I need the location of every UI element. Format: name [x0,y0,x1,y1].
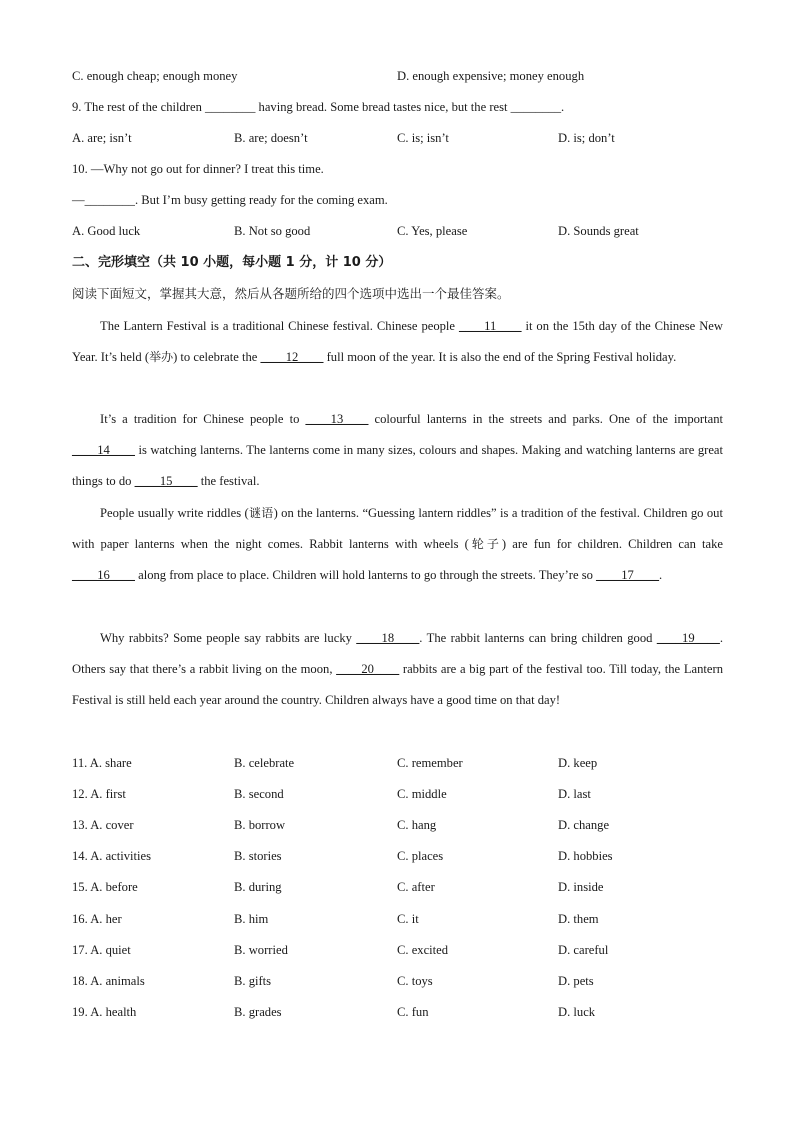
p4-text-e: rabbits are a big part of the festival too. Till today, the Lantern Festival is still held each year around the country. Children always have a good time on that day! [72,662,723,707]
p3-text-c: ) are fun for children. Children can take [501,537,723,551]
q9-options [72,129,724,147]
p2-text-e: the festival. [197,474,260,488]
blank-12: ____12____ [260,350,324,364]
q8-options [72,67,724,85]
blank-11: ____11____ [458,319,522,333]
passage-paragraph-4 [72,623,723,716]
blank-20: ____20____ [336,662,400,676]
q9-option-b: B. are; doesn’t [234,131,308,145]
option-d: D. hobbies [558,849,613,863]
option-b: B. grades [234,1005,282,1019]
q9-option-d: D. is; don’t [558,131,615,145]
p1-text-a: The Lantern Festival is a traditional Chinese festival. Chinese people [100,319,459,333]
blank-18: ____18____ [356,631,420,645]
option-a: 19. A. health [72,1005,137,1019]
section-heading: 二、完形填空（共 10 小题，每小题 1 分，计 10 分） [72,255,392,270]
q8-option-c: C. enough cheap; enough money [72,69,238,83]
option-b: B. him [234,912,269,926]
p1-text-e: full moon of the year. It is also the end of the Spring Festival holiday. [323,350,677,364]
option-c: C. fun [397,1005,429,1019]
p2-text-d: is watching lanterns. The lanterns come in many sizes, colours and shapes. Making and watching lanterns are great things to do [72,443,723,488]
question-row [72,910,724,928]
passage-paragraph-3 [72,498,723,591]
option-a: 11. A. share [72,756,132,770]
passage-paragraph-2 [72,404,723,497]
p2-text-a: It’s a tradition for Chinese people to [100,412,306,426]
q10-option-d: D. Sounds great [558,224,639,238]
option-c: C. places [397,849,444,863]
option-c: C. middle [397,787,447,801]
option-a: 13. A. cover [72,818,134,832]
q9-option-a: A. are; isn’t [72,131,132,145]
p3-text-b: ) on the lanterns. “Guessing lantern riddles” is a tradition of the festival. Children go out with paper lanterns when the night comes. Rabbit lanterns with wheels ( [72,506,723,551]
p1-text-d: ) to celebrate the [173,350,261,364]
blank-13: ____13____ [305,412,369,426]
option-a: 16. A. her [72,912,122,926]
question-row [72,847,724,865]
question-row [72,878,724,896]
option-b: B. worried [234,943,288,957]
blank-17: ____17____ [596,568,660,582]
q10-option-a: A. Good luck [72,224,141,238]
option-b: B. during [234,880,282,894]
q10-options [72,222,724,240]
option-d: D. pets [558,974,594,988]
option-d: D. keep [558,756,598,770]
q10-stem: 10. —Why not go out for dinner? I treat this time. [72,162,324,176]
p1-text-c: it on the 15th day of the Chinese New Year. It’s held ( [72,319,723,364]
p3-text-e: . [659,568,663,582]
p4-text-c: . The rabbit lanterns can bring children good [419,631,657,645]
option-c: C. hang [397,818,437,832]
p4-text-a: Why rabbits? Some people say rabbits are lucky [100,631,357,645]
p1-cjk-gloss: 举办 [149,350,174,364]
option-b: B. second [234,787,284,801]
option-d: D. careful [558,943,609,957]
option-a: 17. A. quiet [72,943,131,957]
option-c: C. toys [397,974,433,988]
blank-19: ____19____ [656,631,720,645]
question-row [72,816,724,834]
p3-cjk-gloss-2: 轮子 [468,537,502,551]
question-row [72,941,724,959]
blank-14: ____14____ [72,443,135,457]
option-c: C. it [397,912,419,926]
option-b: B. gifts [234,974,272,988]
blank-16: ____16____ [72,568,135,582]
p3-text-d: along from place to place. Children will hold lanterns to go through the streets. They’re so [134,568,597,582]
q10-reply: —________. But I’m busy getting ready for the coming exam. [72,193,388,207]
option-d: D. change [558,818,610,832]
option-c: C. after [397,880,435,894]
option-c: C. remember [397,756,463,770]
option-b: B. celebrate [234,756,295,770]
p3-cjk-gloss-1: 谜语 [248,506,274,520]
question-row [72,972,724,990]
question-row [72,785,724,803]
p4-text-d: . Others say that there’s a rabbit living on the moon, [72,631,723,676]
option-c: C. excited [397,943,449,957]
option-d: D. them [558,912,599,926]
q9-stem: 9. The rest of the children ________ having bread. Some bread tastes nice, but the rest ________. [72,100,565,114]
q8-option-d: D. enough expensive; money enough [397,69,585,83]
option-a: 12. A. first [72,787,126,801]
option-d: D. last [558,787,591,801]
q10-option-c: C. Yes, please [397,224,468,238]
section-instruction: 阅读下面短文，掌握其大意，然后从各题所给的四个选项中选出一个最佳答案。 [72,286,510,301]
blank-15: ____15____ [134,474,198,488]
question-row [72,754,724,772]
option-a: 18. A. animals [72,974,145,988]
option-a: 14. A. activities [72,849,152,863]
question-row [72,1003,724,1021]
option-d: D. inside [558,880,604,894]
option-b: B. stories [234,849,282,863]
option-a: 15. A. before [72,880,138,894]
p2-text-c: colourful lanterns in the streets and parks. One of the important [368,412,724,426]
q9-option-c: C. is; isn’t [397,131,449,145]
p3-text-a: People usually write riddles ( [100,506,249,520]
option-b: B. borrow [234,818,286,832]
option-d: D. luck [558,1005,596,1019]
q10-option-b: B. Not so good [234,224,311,238]
passage-paragraph-1 [72,311,723,373]
